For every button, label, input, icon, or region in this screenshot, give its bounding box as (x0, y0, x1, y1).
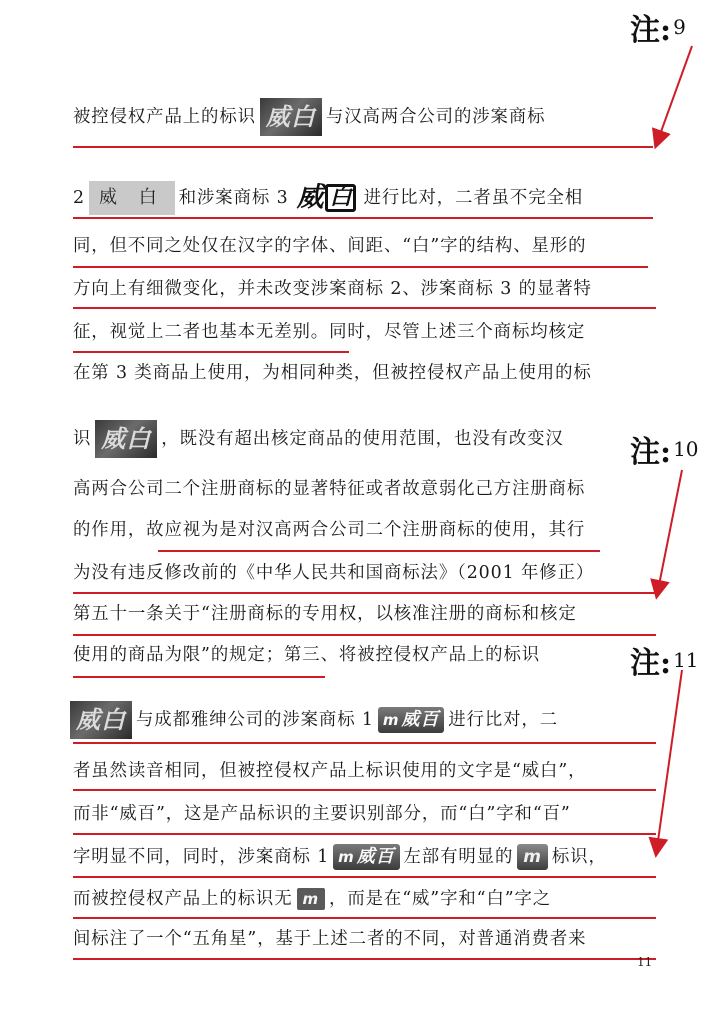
text-line-8: 高两合公司二个注册商标的显著特征或者故意弱化己方注册商标 (73, 479, 586, 499)
weibai-plain-logo: 威 白 (89, 181, 175, 215)
arrow-note-9 (658, 46, 692, 140)
underline (73, 876, 656, 878)
underline (73, 592, 656, 594)
text-line-18: 间标注了一个“五角星”，基于上述二者的不同，对普通消费者来 (73, 929, 587, 949)
text-line-15: 而非“威百”，这是产品标识的主要识别部分，而“白”字和“百” (73, 804, 571, 824)
underline (73, 266, 648, 268)
arrow-note-10 (658, 470, 682, 590)
text-line-17: 而被控侵权产品上的标识无 m ，而是在“威”字和“白”字之 (73, 889, 552, 909)
note-number: 10 (673, 437, 699, 461)
underline (73, 307, 656, 309)
underline (73, 676, 325, 678)
page-number: 11 (637, 955, 653, 969)
text-line-7: 识 威白 ，既没有超出核定商品的使用范围，也没有改变汉 (73, 422, 660, 456)
m-mark-logo-small: m (297, 888, 326, 910)
text-line-2: 2 威 白 和涉案商标 3 威 白 进行比对，二者虽不完全相 (73, 182, 584, 213)
weibai-star-logo: 威白 (260, 98, 322, 136)
weibai-star-logo: 威白 (95, 420, 157, 458)
m-mark-logo: m (517, 844, 548, 870)
note-number: 11 (673, 648, 699, 672)
underline (73, 146, 653, 148)
text-line-12: 使用的商品为限”的规定；第三、将被控侵权产品上的标识 (73, 645, 541, 665)
underline (73, 351, 349, 353)
note-prefix: 注: (630, 435, 672, 470)
underline (73, 634, 656, 636)
underline (73, 742, 656, 744)
note-prefix: 注: (630, 646, 672, 681)
weibai-hundred-logo: m 威百 (333, 844, 399, 870)
underline (73, 217, 653, 219)
text-line-16: 字明显不同，同时，涉案商标 1 m 威百 左部有明显的 m 标识， (73, 840, 660, 874)
underline (73, 917, 656, 919)
underline (73, 833, 656, 835)
underline (73, 958, 656, 960)
text-line-13: 威白 与成都雅绅公司的涉案商标 1 m 威百 进行比对，二 (70, 703, 660, 737)
weibai-star-logo: 威白 (70, 701, 132, 739)
underline (158, 550, 600, 552)
text-line-10: 为没有违反修改前的《中华人民共和国商标法》（2001 年修正） (73, 563, 595, 583)
text-line-4: 方向上有细微变化，并未改变涉案商标 2、涉案商标 3 的显著特 (73, 279, 592, 299)
weibai-hundred-logo: m 威百 (378, 707, 444, 733)
weibai-bold-logo: 威 白 (293, 183, 360, 213)
arrow-note-11 (657, 670, 682, 848)
text-line-3: 同，但不同之处仅在汉字的字体、间距、“白”字的结构、星形的 (73, 236, 587, 256)
note-number: 9 (673, 15, 686, 39)
text-line-14: 者虽然读音相同，但被控侵权产品上标识使用的文字是“威白”， (73, 761, 587, 781)
text-line-1: 被控侵权产品上的标识 威白 与汉高两合公司的涉案商标 (73, 100, 660, 134)
text-line-11: 第五十一条关于“注册商标的专用权，以核准注册的商标和核定 (73, 604, 577, 624)
text-line-6: 在第 3 类商品上使用，为相同种类，但被控侵权产品上使用的标 (73, 363, 592, 383)
note-prefix: 注: (630, 13, 672, 48)
text-line-9: 的作用，故应视为是对汉高两合公司二个注册商标的使用，其行 (73, 520, 586, 540)
text-line-5: 征，视觉上二者也基本无差别。同时，尽管上述三个商标均核定 (73, 322, 586, 342)
underline (73, 789, 656, 791)
